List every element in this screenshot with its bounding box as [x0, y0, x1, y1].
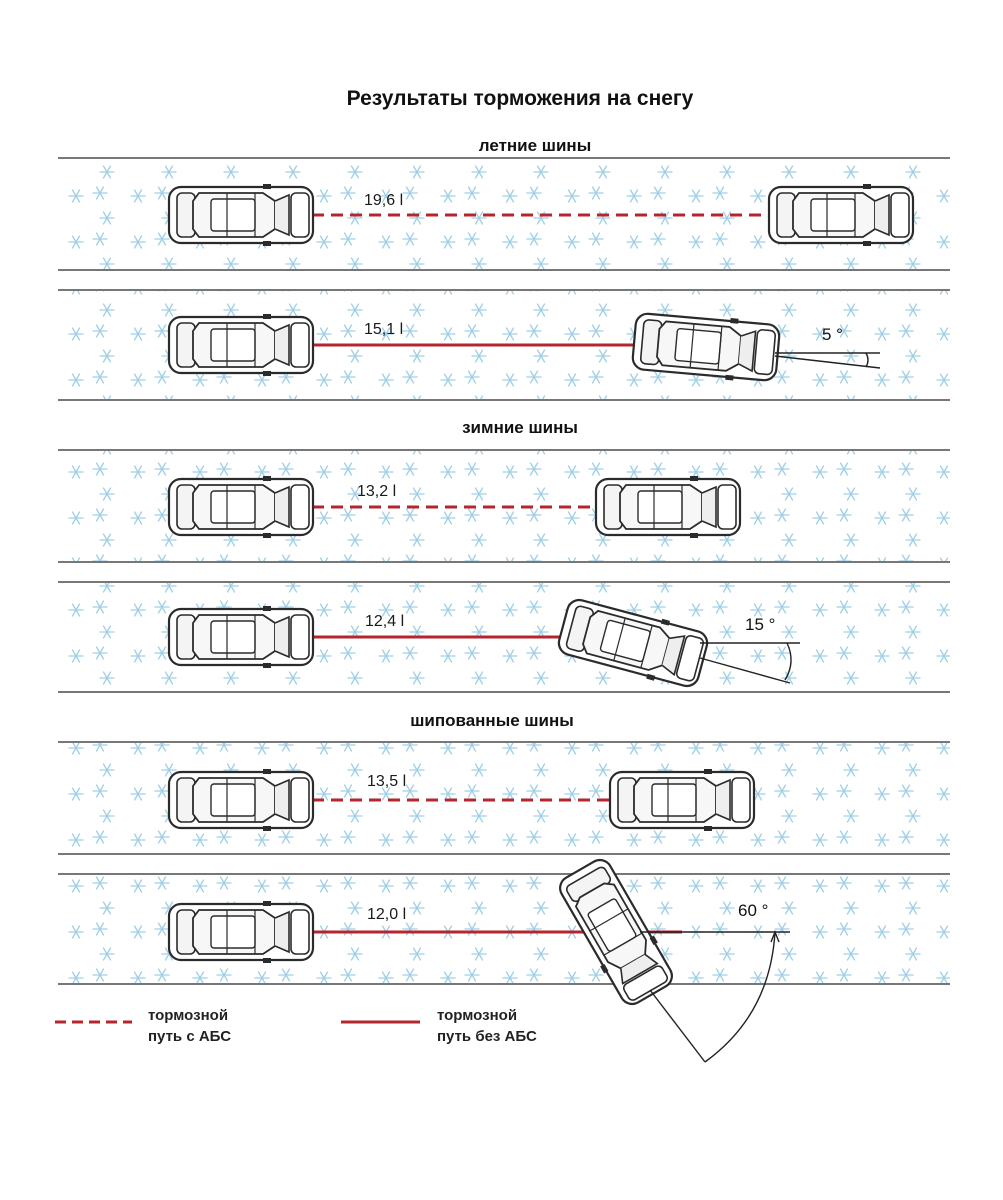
angle-label: 5 °	[822, 325, 843, 344]
legend-abs-line1: тормозной	[148, 1007, 229, 1024]
distance-label: 12,0 l	[367, 906, 407, 923]
car-start-icon	[169, 184, 313, 246]
car-start-icon	[169, 314, 313, 376]
distance-label: 13,2 l	[357, 483, 397, 500]
car-start-icon	[169, 476, 313, 538]
car-stop-icon	[596, 476, 740, 538]
distance-label: 12,4 l	[365, 613, 405, 630]
section-label-summer: летние шины	[478, 136, 592, 155]
angle-car-axis-line	[650, 990, 705, 1062]
distance-label: 19,6 l	[364, 192, 404, 209]
car-start-icon	[169, 901, 313, 963]
section-label-studded: шипованные шины	[410, 711, 574, 730]
angle-label: 60 °	[738, 901, 769, 920]
distance-label: 15,1 l	[364, 321, 404, 338]
legend-abs-line2: путь с АБС	[148, 1028, 232, 1045]
car-start-icon	[169, 606, 313, 668]
car-stop-icon	[610, 769, 754, 831]
angle-label: 15 °	[745, 615, 776, 634]
distance-label: 13,5 l	[367, 773, 407, 790]
car-stop-icon	[769, 184, 913, 246]
car-start-icon	[169, 769, 313, 831]
diagram-title: Результаты торможения на снегу	[346, 87, 694, 110]
section-label-winter: зимние шины	[462, 418, 578, 437]
legend	[55, 1007, 537, 1045]
legend-noabs-line1: тормозной	[437, 1007, 518, 1024]
legend-noabs-line2: путь без АБС	[437, 1028, 537, 1045]
